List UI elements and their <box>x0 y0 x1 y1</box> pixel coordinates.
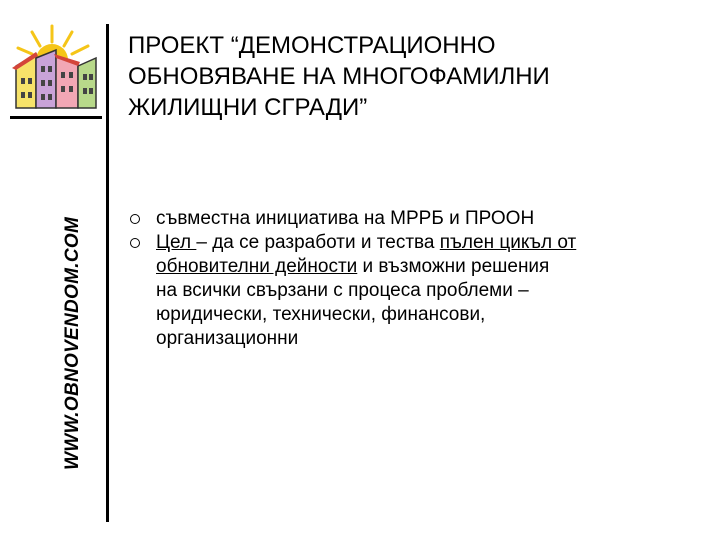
bullet-text-line <box>156 255 688 279</box>
bullet-text-line <box>156 231 688 255</box>
bullet-text: съвместна инициатива на МРРБ и ПРООН <box>156 208 535 229</box>
bullet-text-line: организационни <box>156 328 299 349</box>
bullet-circle-icon <box>130 238 140 248</box>
vertical-divider <box>106 24 109 522</box>
bullet-list <box>128 207 688 351</box>
side-url-text: WWW.OBNOVENDOM.COM <box>62 216 83 470</box>
title-line: ЖИЛИЩНИ СГРАДИ” <box>128 94 368 121</box>
logo-underline <box>10 116 102 119</box>
title-line: ПРОЕКТ “ДЕМОНСТРАЦИОННО <box>128 32 496 59</box>
bullet-circle-icon <box>130 214 140 224</box>
house-sun-logo-icon <box>8 22 104 114</box>
underlined-text: Цел <box>156 232 197 253</box>
bullet-text-line: на всички свързани с процеса проблеми – <box>156 280 529 301</box>
text-segment: – да се разработи и тества <box>196 232 440 253</box>
bullet-item <box>128 207 688 231</box>
text-segment: и възможни решения <box>357 256 550 277</box>
slide-title <box>128 30 688 123</box>
underlined-text: обновителни дейности <box>156 256 358 277</box>
bullet-item <box>128 231 688 351</box>
title-line: ОБНОВЯВАНЕ НА МНОГОФАМИЛНИ <box>128 63 550 90</box>
underlined-text: пълен цикъл от <box>439 232 577 253</box>
bullet-text-line: юридически, технически, финансови, <box>156 304 486 325</box>
